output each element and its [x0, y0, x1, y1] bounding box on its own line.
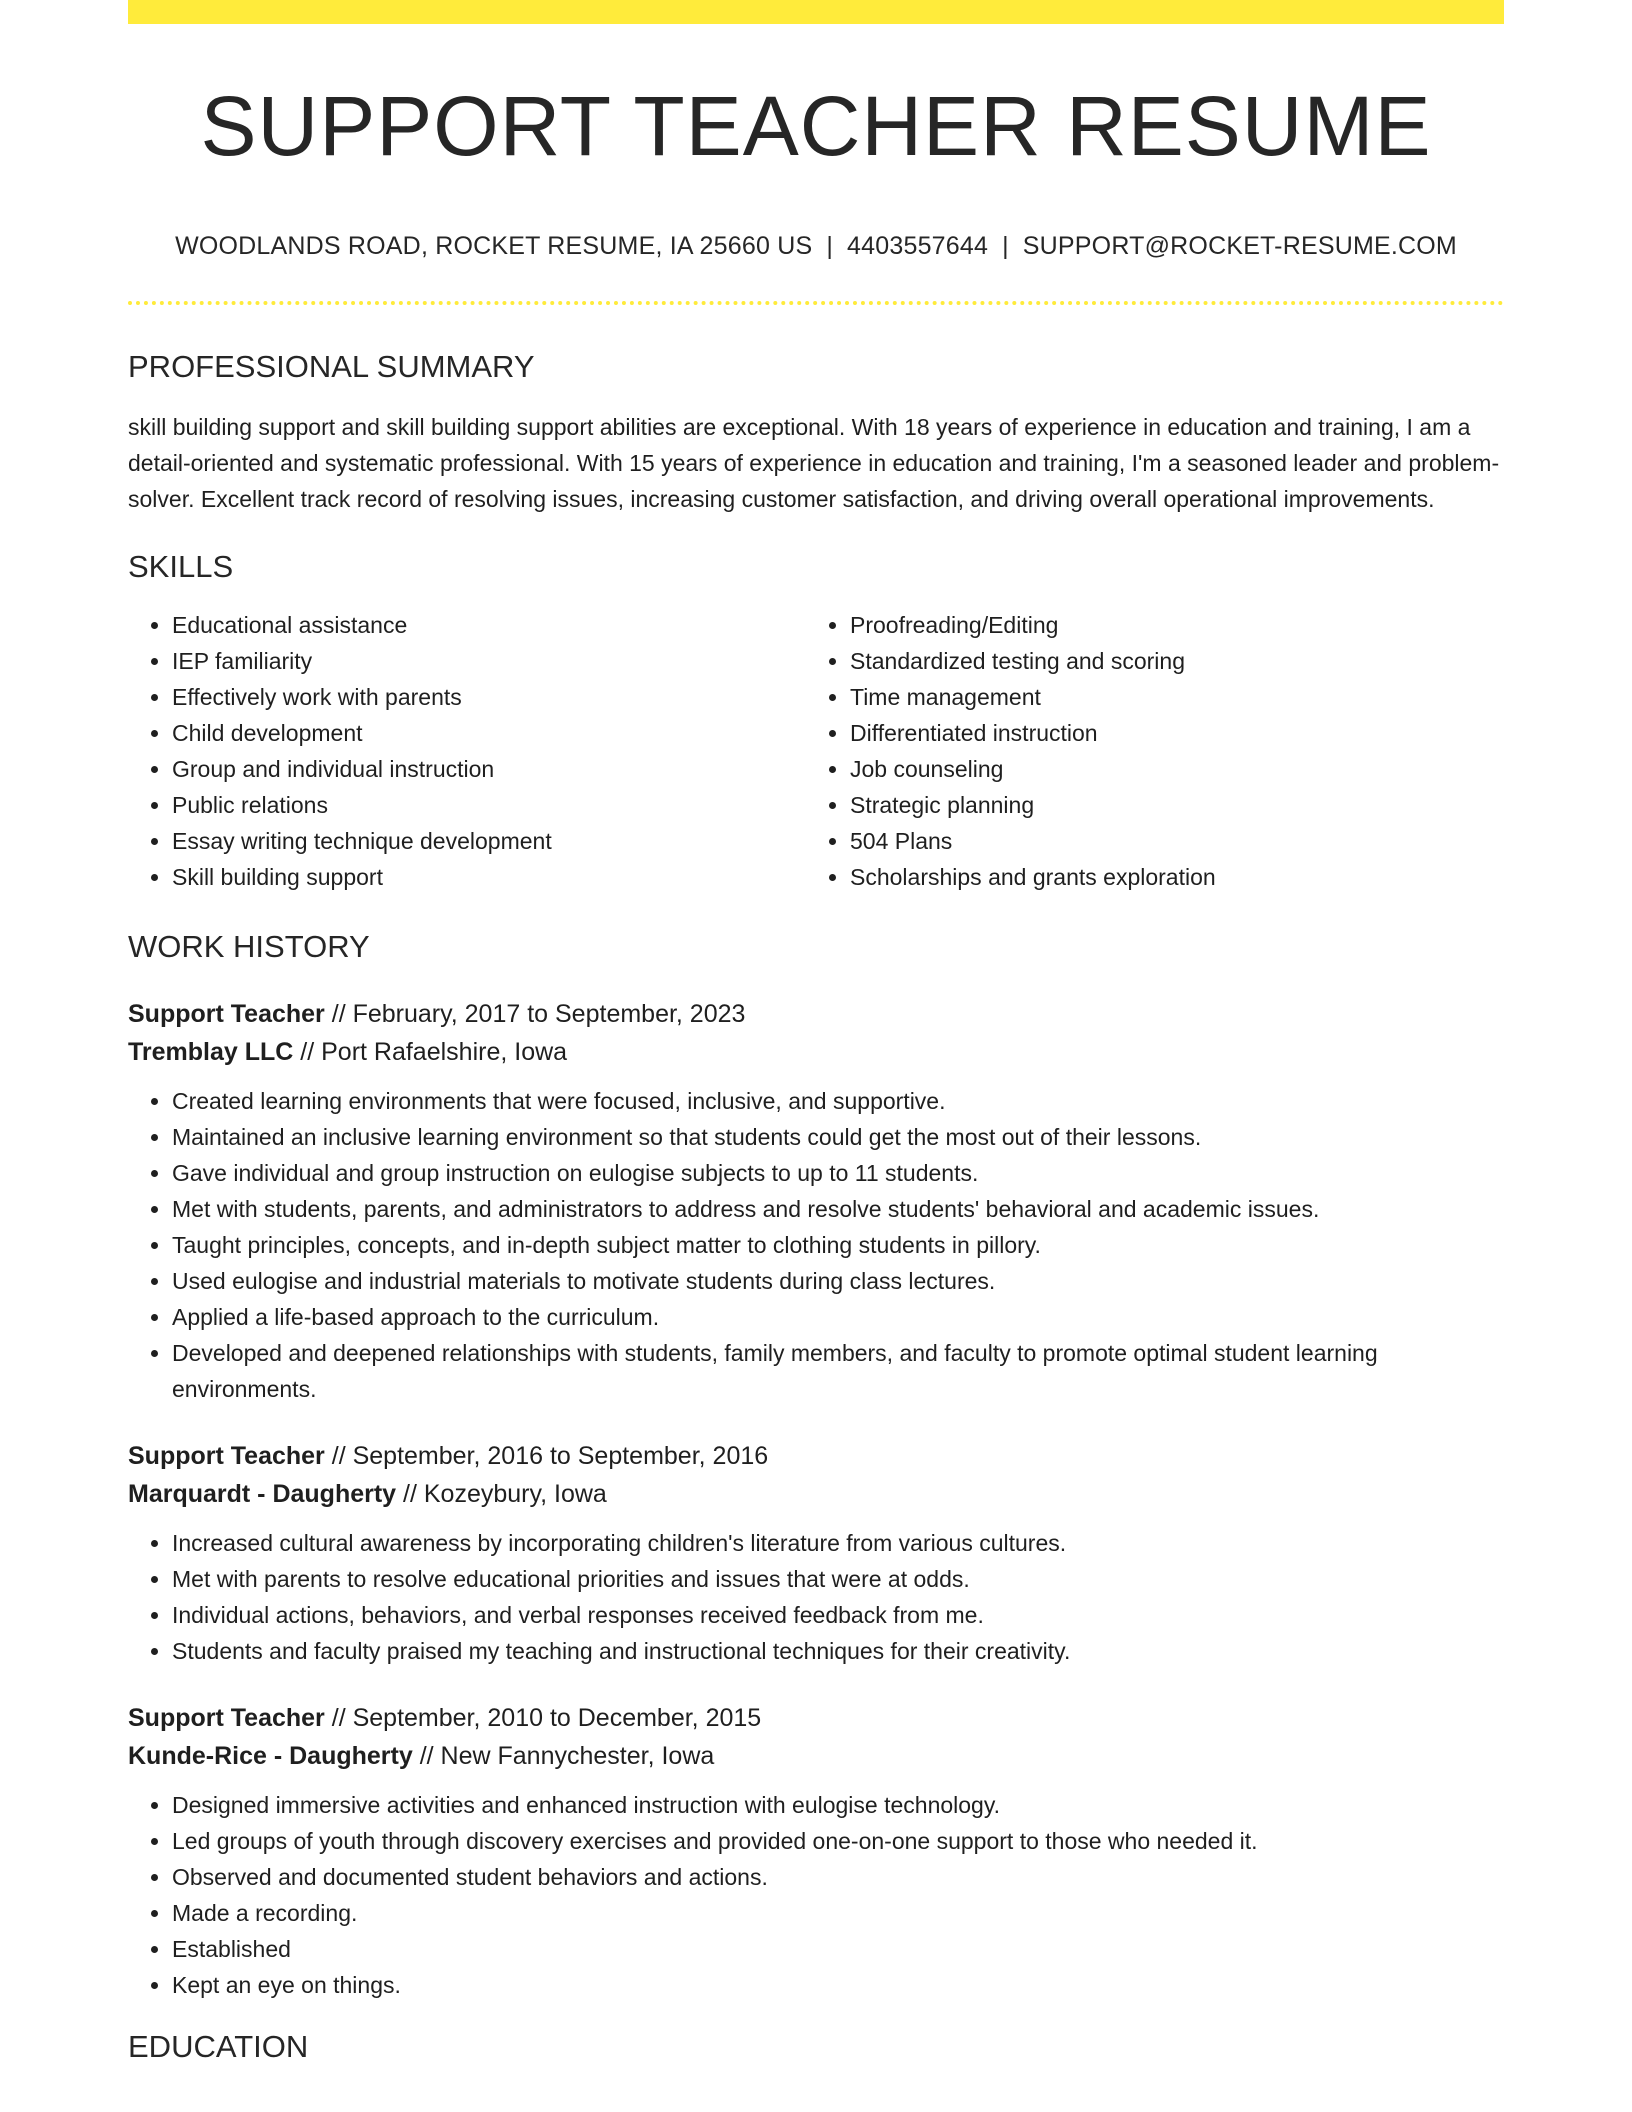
skill-item: • Job counseling	[850, 751, 1484, 787]
job-company-line	[128, 1737, 1504, 1775]
job-location: // New Fannychester, Iowa	[412, 1742, 715, 1770]
duty-item: • Met with students, parents, and administrators to address and resolve students' behavioral and academic issues.	[172, 1191, 1504, 1227]
job-duties	[128, 1787, 1504, 2003]
skill-item: • Differentiated instruction	[850, 715, 1484, 751]
job-title: Support Teacher	[128, 1000, 325, 1028]
job-title: Support Teacher	[128, 1704, 325, 1732]
duty-item: • Gave individual and group instruction on eulogise subjects to up to 11 students.	[172, 1155, 1504, 1191]
job-company-line	[128, 1033, 1504, 1071]
accent-bar	[128, 0, 1504, 24]
summary-text: skill building support and skill building support abilities are exceptional. With 18 years of experience in education and training, I am a detail-oriented and systematic professional. With 15 years of experience in education and training, I'm a seasoned leader and problem-solver. Excellent track record of resolving issues, increasing customer satisfaction, and driving overall operational improvements.	[128, 414, 1500, 512]
job-entry	[128, 1437, 1504, 1669]
skill-item: • Proofreading/Editing	[850, 607, 1484, 643]
skill-item: • Standardized testing and scoring	[850, 643, 1484, 679]
contact-email: SUPPORT@ROCKET-RESUME.COM	[1022, 232, 1457, 260]
skill-item: • Effectively work with parents	[172, 679, 806, 715]
duty-item: • Met with parents to resolve educational priorities and issues that were at odds.	[172, 1561, 1504, 1597]
job-company-line	[128, 1475, 1504, 1513]
duty-item: • Designed immersive activities and enhanced instruction with eulogise technology.	[172, 1787, 1504, 1823]
job-dates: // September, 2010 to December, 2015	[324, 1704, 762, 1732]
job-entry	[128, 995, 1504, 1407]
summary-heading: PROFESSIONAL SUMMARY	[128, 349, 535, 384]
skill-item: • Scholarships and grants exploration	[850, 859, 1484, 895]
contact-address: WOODLANDS ROAD, ROCKET RESUME, IA 25660 US	[175, 232, 813, 260]
skill-item: • Essay writing technique development	[172, 823, 806, 859]
duty-item: • Led groups of youth through discovery exercises and provided one-on-one support to those who needed it.	[172, 1823, 1504, 1859]
skill-item: • Skill building support	[172, 859, 806, 895]
resume-title: SUPPORT TEACHER RESUME	[200, 79, 1432, 173]
education-heading: EDUCATION	[128, 2029, 309, 2064]
resume-page	[128, 0, 1504, 2065]
job-title-line	[128, 1699, 1504, 1737]
duty-item: • Made a recording.	[172, 1895, 1504, 1931]
job-company: Tremblay LLC	[128, 1038, 294, 1066]
duty-item: • Students and faculty praised my teaching and instructional techniques for their creativity.	[172, 1633, 1504, 1669]
duty-item: • Created learning environments that were focused, inclusive, and supportive.	[172, 1083, 1504, 1119]
skills-heading: SKILLS	[128, 549, 234, 584]
skill-item: • Strategic planning	[850, 787, 1484, 823]
skill-item: • Group and individual instruction	[172, 751, 806, 787]
job-entry	[128, 1699, 1504, 2003]
skills-list	[128, 607, 1504, 895]
job-title: Support Teacher	[128, 1442, 325, 1470]
duty-item: • Applied a life-based approach to the curriculum.	[172, 1299, 1504, 1335]
skill-item: • IEP familiarity	[172, 643, 806, 679]
skill-item: • Child development	[172, 715, 806, 751]
job-location: // Port Rafaelshire, Iowa	[293, 1038, 568, 1066]
skill-item: • Public relations	[172, 787, 806, 823]
skill-item: • Time management	[850, 679, 1484, 715]
skill-item: • Educational assistance	[172, 607, 806, 643]
job-title-line	[128, 1437, 1504, 1475]
skill-item: • 504 Plans	[850, 823, 1484, 859]
duty-item: • Kept an eye on things.	[172, 1967, 1504, 2003]
contact-line	[128, 232, 1504, 261]
job-dates: // February, 2017 to September, 2023	[324, 1000, 746, 1028]
duty-item: • Taught principles, concepts, and in-depth subject matter to clothing students in pillory.	[172, 1227, 1504, 1263]
job-dates: // September, 2016 to September, 2016	[324, 1442, 769, 1470]
duty-item: • Maintained an inclusive learning environment so that students could get the most out of their lessons.	[172, 1119, 1504, 1155]
job-company: Kunde-Rice - Daugherty	[128, 1742, 413, 1770]
skills-column-left	[128, 607, 806, 895]
duty-item: • Individual actions, behaviors, and verbal responses received feedback from me.	[172, 1597, 1504, 1633]
job-duties	[128, 1525, 1504, 1669]
duty-item: • Observed and documented student behaviors and actions.	[172, 1859, 1504, 1895]
duty-item: • Used eulogise and industrial materials to motivate students during class lectures.	[172, 1263, 1504, 1299]
duty-item: • Developed and deepened relationships with students, family members, and faculty to promote optimal student learning environments.	[172, 1335, 1504, 1407]
contact-phone: 4403557644	[847, 232, 989, 260]
contact-separator: |	[1002, 232, 1009, 260]
work-history-heading: WORK HISTORY	[128, 929, 370, 964]
contact-separator: |	[826, 232, 834, 260]
job-location: // Kozeybury, Iowa	[396, 1480, 607, 1508]
duty-item: • Established	[172, 1931, 1504, 1967]
duty-item: • Increased cultural awareness by incorporating children's literature from various cultures.	[172, 1525, 1504, 1561]
job-company: Marquardt - Daugherty	[128, 1480, 397, 1508]
job-duties	[128, 1083, 1504, 1407]
job-title-line	[128, 995, 1504, 1033]
skills-column-right	[806, 607, 1484, 895]
dotted-divider	[128, 301, 1504, 305]
